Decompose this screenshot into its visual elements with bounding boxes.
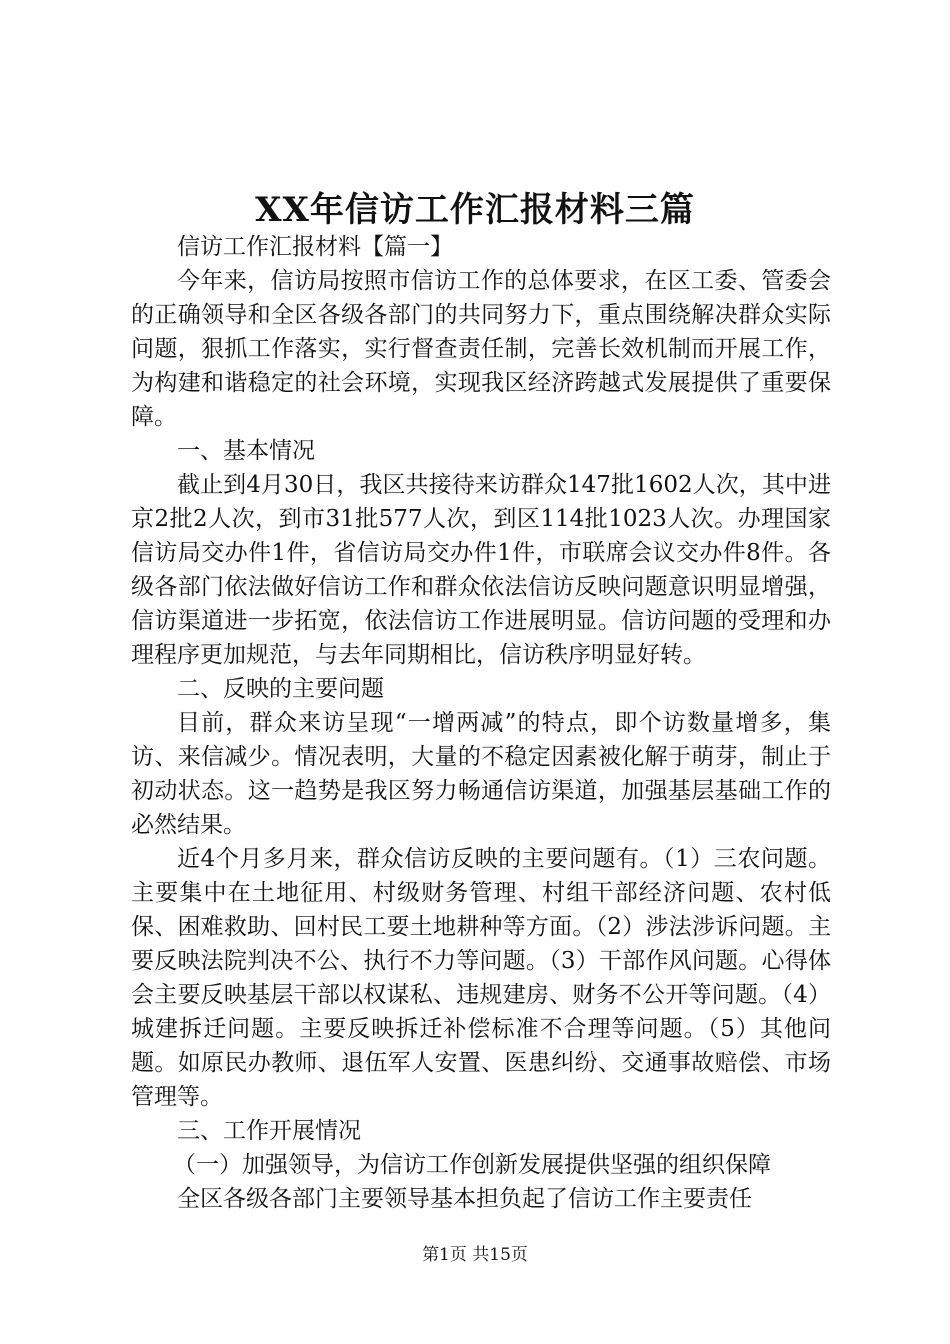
paragraph-leadership: 全区各级各部门主要领导基本担负起了信访工作主要责任 xyxy=(177,1186,752,1212)
section-heading-basic-situation: 一、基本情况 xyxy=(177,438,315,464)
paragraph-trend: 目前，群众来访呈现“一增两减”的特点，即个访数量增多，集访、来信减少。情况表明，大量的不稳定因素被化解于萌芽，制止于初动状态。这一趋势是我区努力畅通信访渠道，加强基层基础工作的必然结果。 xyxy=(131,710,831,838)
document-body xyxy=(131,230,831,1216)
section-heading-work-progress: 三、工作开展情况 xyxy=(177,1118,361,1144)
page-number-footer: 第1页 共15页 xyxy=(422,1245,528,1265)
paragraph-basic-situation: 截止到4月30日，我区共接待来访群众147批1602人次，其中进京2批2人次，到市31批577人次，到区114批1023人次。办理国家信访局交办件1件，省信访局交办件1件，市联席会议交办件8件。各级各部门依法做好信访工作和群众依法信访反映问题意识明显增强，信访渠道进一步拓宽，依法信访工作进展明显。信访问题的受理和办理程序更加规范，与去年同期相比，信访秩序明显好转。 xyxy=(131,472,831,668)
section-heading-part-one: 信访工作汇报材料【篇一】 xyxy=(177,234,453,260)
paragraph-intro: 今年来，信访局按照市信访工作的总体要求，在区工委、管委会的正确领导和全区各级各部门的共同努力下，重点围绕解决群众实际问题，狠抓工作落实，实行督查责任制，完善长效机制而开展工作，为构建和谐稳定的社会环境，实现我区经济跨越式发展提供了重要保障。 xyxy=(131,268,831,430)
section-heading-main-issues: 二、反映的主要问题 xyxy=(177,676,384,702)
document-title: XX年信访工作汇报材料三篇 xyxy=(255,190,695,230)
subsection-heading-leadership: （一）加强领导，为信访工作创新发展提供坚强的组织保障 xyxy=(173,1152,771,1178)
paragraph-main-issues: 近4个月多月来，群众信访反映的主要问题有。（1）三农问题。主要集中在土地征用、村级财务管理、村组干部经济问题、农村低保、困难救助、回村民工要土地耕种等方面。（2）涉法涉诉问题。主要反映法院判决不公、执行不力等问题。（3）干部作风问题。心得体会主要反映基层干部以权谋私、违规建房、财务不公开等问题。（4）城建拆迁问题。主要反映拆迁补偿标准不合理等问题。（5）其他问题。如原民办教师、退伍军人安置、医患纠纷、交通事故赔偿、市场管理等。 xyxy=(131,846,831,1110)
